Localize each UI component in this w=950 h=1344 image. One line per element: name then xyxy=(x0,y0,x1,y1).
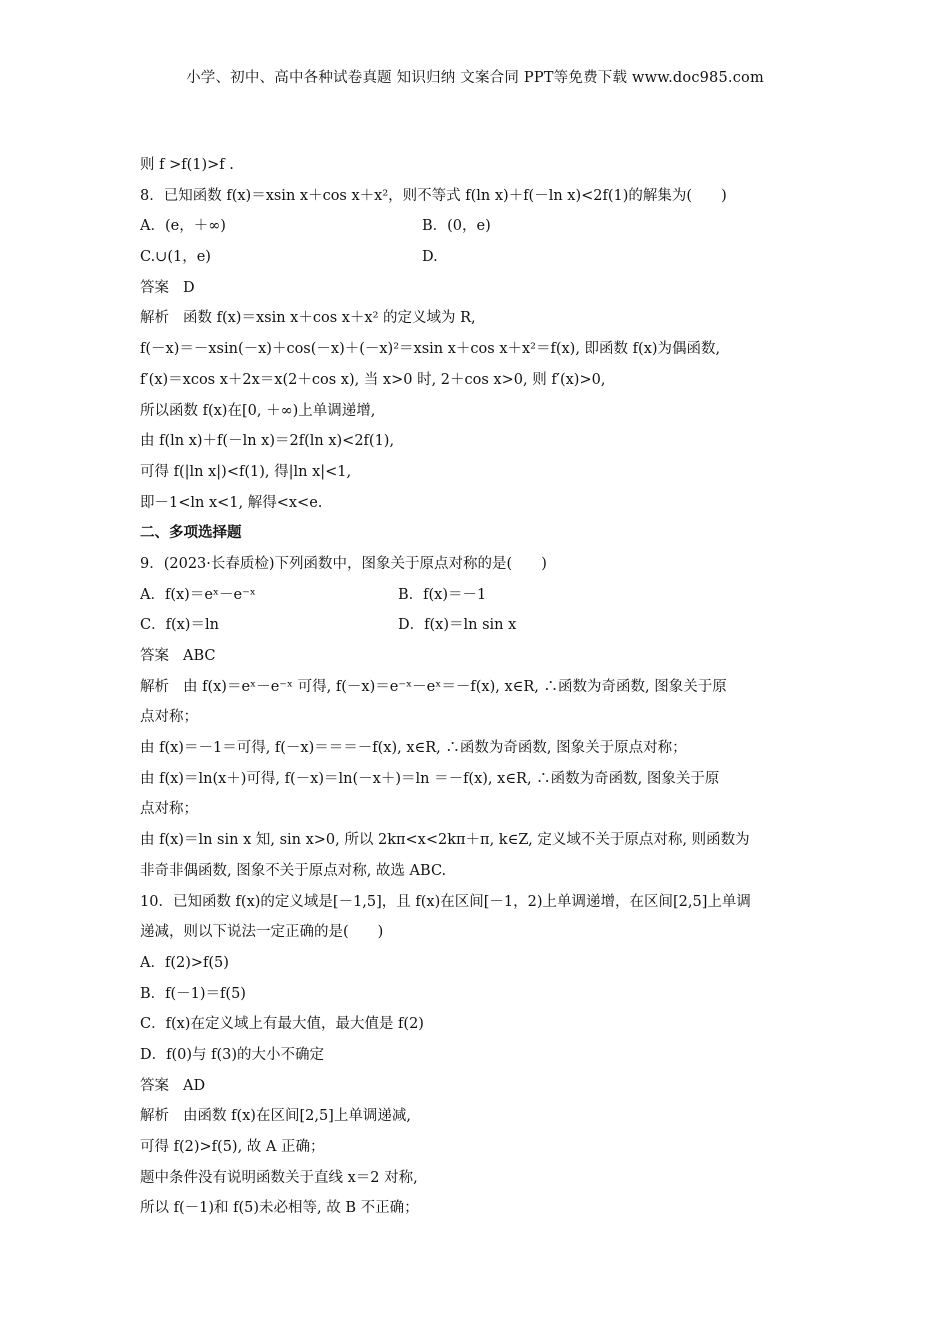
page-header: 小学、初中、高中各种试卷真题 知识归纳 文案合同 PPT等免费下载 www.doc985.com xyxy=(186,70,764,86)
option-left: A．f(x)＝eˣ－e⁻ˣ xyxy=(140,586,256,603)
answer-label: 解析 xyxy=(140,310,169,327)
text-line: 点对称； xyxy=(140,801,198,818)
answer-line xyxy=(140,303,810,334)
answer-text: D xyxy=(183,279,195,296)
option-left: C.∪(1，e) xyxy=(140,249,211,266)
document-body xyxy=(140,150,810,1224)
answer-text: ABC xyxy=(183,648,216,664)
option-left: C．f(x)＝ln xyxy=(140,617,219,634)
answer-text: 由函数 f(x)在区间[2,5]上单调递减, xyxy=(183,1108,411,1125)
text-line: 非奇非偶函数, 图象不关于原点对称, 故选 ABC. xyxy=(140,862,447,879)
option-right: D．f(x)＝ln sin x xyxy=(398,617,517,634)
text-line: 8．已知函数 f(x)＝xsin x＋cos x＋x²，则不等式 f(ln x)＋f(－ln x)<2f(1)的解集为( ) xyxy=(140,187,727,204)
text-line: 点对称； xyxy=(140,709,198,726)
answer-label: 答案 xyxy=(140,279,169,296)
text-line: 则 f >f(1)>f . xyxy=(140,157,234,173)
answer-line xyxy=(140,1071,810,1102)
text-line: 递减，则以下说法一定正确的是( ) xyxy=(140,924,384,941)
text-line: B．f(－1)＝f(5) xyxy=(140,985,246,1002)
option-right: B．f(x)＝－1 xyxy=(398,586,487,603)
text-line: 由 f(x)＝－1＝可得, f(－x)＝＝＝－f(x), x∈R, ∴函数为奇函数, 图象关于原点对称； xyxy=(140,740,687,757)
answer-line xyxy=(140,1101,810,1132)
answer-label: 答案 xyxy=(140,1077,169,1094)
answer-label: 解析 xyxy=(140,678,169,695)
text-line: 所以函数 f(x)在[0, ＋∞)上单调递增, xyxy=(140,402,376,419)
text-line: 可得 f(2)>f(5), 故 A 正确； xyxy=(140,1139,325,1155)
text-line: 所以 f(－1)和 f(5)未必相等, 故 B 不正确； xyxy=(140,1200,419,1217)
answer-label: 解析 xyxy=(140,1108,169,1125)
text-line: 题中条件没有说明函数关于直线 x＝2 对称, xyxy=(140,1169,418,1186)
text-line: 即－1<ln x<1, 解得<x<e. xyxy=(140,494,323,511)
option-right: D. xyxy=(422,249,438,266)
answer-label: 答案 xyxy=(140,648,169,664)
answer-text: AD xyxy=(183,1077,206,1094)
text-line: 由 f(ln x)＋f(－ln x)＝2f(ln x)<2f(1), xyxy=(140,433,395,450)
text-line: f(－x)＝－xsin(－x)＋cos(－x)＋(－x)²＝xsin x＋cos x＋x²＝f(x), 即函数 f(x)为偶函数, xyxy=(140,341,721,358)
answer-text: 由 f(x)＝eˣ－e⁻ˣ 可得, f(－x)＝e⁻ˣ－eˣ＝－f(x), x∈R, ∴函数为奇函数, 图象关于原 xyxy=(183,678,727,695)
text-line: 可得 f(|ln x|)<f(1), 得|ln x|<1, xyxy=(140,463,352,480)
text-line: f′(x)＝xcos x＋2x＝x(2＋cos x), 当 x>0 时, 2＋cos x>0, 则 f′(x)>0, xyxy=(140,371,606,388)
text-line: 10．已知函数 f(x)的定义域是[－1,5]，且 f(x)在区间[－1，2)上单调递增，在区间[2,5]上单调 xyxy=(140,893,751,910)
answer-text: 函数 f(x)＝xsin x＋cos x＋x² 的定义域为 R, xyxy=(183,310,476,327)
option-row xyxy=(140,242,810,273)
option-row xyxy=(140,610,810,641)
text-line: 由 f(x)＝ln sin x 知, sin x>0, 所以 2kπ<x<2kπ＋π, k∈Z, 定义域不关于原点对称, 则函数为 xyxy=(140,832,750,849)
text-line: 由 f(x)＝ln(x＋)可得, f(－x)＝ln(－x＋)＝ln ＝－f(x), x∈R, ∴函数为奇函数, 图象关于原 xyxy=(140,770,720,787)
answer-line xyxy=(140,641,810,672)
text-line: D．f(0)与 f(3)的大小不确定 xyxy=(140,1046,325,1063)
answer-line xyxy=(140,273,810,304)
option-row xyxy=(140,580,810,611)
text-line: 9．(2023·长春质检)下列函数中，图象关于原点对称的是( ) xyxy=(140,555,547,572)
text-line: A．f(2)>f(5) xyxy=(140,954,229,971)
text-line: C．f(x)在定义域上有最大值，最大值是 f(2) xyxy=(140,1016,424,1033)
option-left: A．(e，＋∞) xyxy=(140,218,226,235)
answer-line xyxy=(140,672,810,703)
option-row xyxy=(140,211,810,242)
option-right: B．(0，e) xyxy=(422,218,491,235)
section-heading: 二、多项选择题 xyxy=(140,524,242,542)
